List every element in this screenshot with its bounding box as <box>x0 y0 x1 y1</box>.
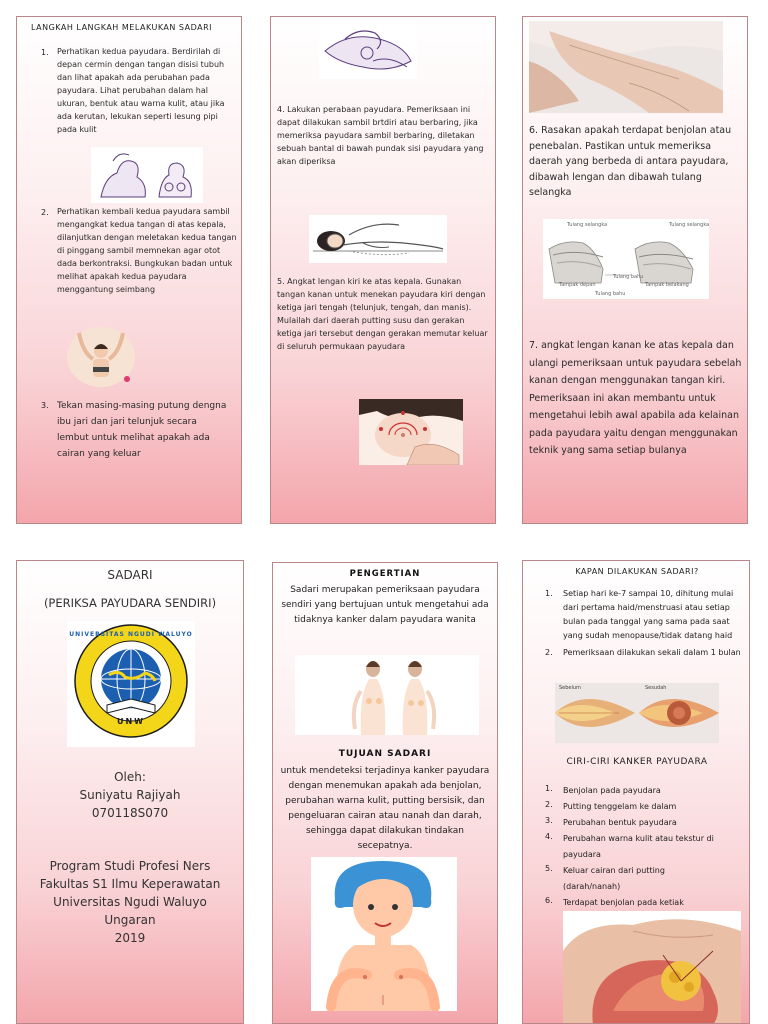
sign-text: Perubahan warna kulit atau tekstur di payudara <box>563 834 714 859</box>
palpation-illustration <box>319 21 417 79</box>
panel-steps-1-3 <box>16 16 242 524</box>
step-5-text: 5. Angkat lengan kiri ke atas kepala. Gunakan tangan kanan untuk menekan payudara kiri dengan ketiga jari tengah (telunjuk, tengah, dan manis). Mulailah dari daerah putting susu dan gerakan ketiga jari tersebut dengan gerakan memutar keluar di seluruh permukaan payudara <box>277 277 488 351</box>
sign-text: Benjolan pada payudara <box>563 786 661 795</box>
cover-panel <box>16 560 244 1024</box>
step-number: 1. <box>41 48 49 57</box>
diagram-caption: Tulang bahu <box>595 291 626 297</box>
sign-number: 6. <box>545 896 553 905</box>
university-logo <box>67 621 195 747</box>
cover-program: Program Studi Profesi Ners <box>49 859 211 873</box>
sign-text: Putting tenggelam ke dalam <box>563 802 677 811</box>
cover-by-label: Oleh: <box>114 770 146 784</box>
cover-subtitle: (PERIKSA PAYUDARA SENDIRI) <box>43 596 217 610</box>
sign-text: Terdapat benjolan pada ketiak <box>563 898 684 907</box>
sign-text: Keluar cairan dari putting (darah/nanah) <box>563 866 665 891</box>
diagram-label: Tulang bahu <box>613 274 644 280</box>
cover-author: Suniyatu Rajiyah <box>79 788 181 802</box>
arms-raised-illustration <box>65 323 137 387</box>
panel-definition-goal <box>272 562 498 1024</box>
image-label-after: Sesudah <box>645 685 667 691</box>
step-7-text: 7. angkat lengan kanan ke atas kepala dan ulangi pemeriksaan untuk payudara sebelah kanan dengan menggunakan tangan kiri. Pemeriksaan ini akan membantu untuk mengetahui lebih awal apabila ada kelainan pada payudara yaitu dengan menggunakan teknik yang sama setiap bulanya <box>529 340 742 456</box>
sign-number: 1. <box>545 784 553 793</box>
breast-cross-section-image <box>555 683 719 743</box>
panel-when-signs <box>522 560 750 1024</box>
goal-heading: TUJUAN SADARI <box>338 749 432 759</box>
mirror-check-illustration <box>91 147 203 203</box>
cover-title: SADARI <box>107 568 153 582</box>
sign-number: 2. <box>545 800 553 809</box>
definition-text: Sadari merupakan pemeriksaan payudara sendiri yang bertujuan untuk mengetahui ada tidaknya kanker dalam payudara wanita <box>281 585 489 625</box>
when-heading: KAPAN DILAKUKAN SADARI? <box>575 567 699 576</box>
step-number: 2. <box>41 208 49 217</box>
lying-down-illustration <box>309 215 447 263</box>
when-text: Setiap hari ke-7 sampai 10, dihitung mulai dari pertama haid/menstruasi atau setiap bulan pada tanggal yang sama pada saat yang sudah menopause/tidak datang haid <box>563 589 734 640</box>
step-6-text: 6. Rasakan apakah terdapat benjolan atau penebalan. Pastikan untuk memeriksa daerah yang berbeda di antara payudara, dibawah lengan dan dibawah tulang selangka <box>529 125 732 198</box>
sign-number: 5. <box>545 864 553 873</box>
self-exam-cartoon <box>311 857 457 1011</box>
diagram-label: Tulang selangka <box>567 222 608 228</box>
armpit-check-photo <box>529 21 723 113</box>
women-standing-illustration <box>295 655 479 735</box>
logo-ring-text: UNIVERSITAS NGUDI WALUYO <box>69 631 193 638</box>
signs-heading: CIRI-CIRI KANKER PAYUDARA <box>566 757 708 767</box>
step-text: Perhatikan kembali kedua payudara sambil mengangkat kedua tangan di atas kepala, dilanjutkan dengan meletakan kedua tangan di pinggang sambil memnekan agar otot dada berkontraksi. Bungkukan badan untuk melihat apakah kedua payudara menggantung seimbang <box>57 207 237 294</box>
logo-abbrev: UNW <box>116 717 145 726</box>
breast-anatomy-image <box>563 911 741 1024</box>
step-text: Tekan masing-masing putung dengna ibu jari dan jari telunjuk secara lembut untuk melihat apakah ada cairan yang keluar <box>57 401 227 459</box>
panel-steps-4-5 <box>270 16 496 524</box>
steps-heading: LANGKAH LANGKAH MELAKUKAN SADARI <box>31 23 213 32</box>
cover-city: Ungaran <box>104 913 156 927</box>
diagram-label: Tampak belakang <box>645 282 689 288</box>
sign-text: Perubahan bentuk payudara <box>563 818 677 827</box>
circular-motion-illustration <box>359 399 463 465</box>
definition-heading: PENGERTIAN <box>349 569 421 579</box>
diagram-label: Tampak depan <box>559 282 596 288</box>
when-text: Pemeriksaan dilakukan sekali dalam 1 bulan <box>563 648 741 657</box>
step-text: Perhatikan kedua payudara. Berdirilah di depan cermin dengan tangan disisi tubuh dan lihat apakah ada perubahan pada payudara. Lihat perubahan dalam hal ukuran, bentuk atau warna kulit, atau jika ada kerutan, lekukan seperti lesung pipi pada kulit <box>57 47 225 134</box>
cover-university: Universitas Ngudi Waluyo <box>53 895 207 909</box>
step-number: 3. <box>41 401 49 410</box>
cover-faculty: Fakultas S1 Ilmu Keperawatan <box>39 877 221 891</box>
step-4-text: 4. Lakukan perabaan payudara. Pemeriksaan ini dapat dilakukan sambil brtdiri atau berbaring, jika memeriksa payudara sambil berbaring, diletakan sebuah bantal di bawah pundak sisi payudara yang akan diperiksa <box>277 105 484 166</box>
panel-steps-6-7 <box>522 16 748 524</box>
cover-year: 2019 <box>114 931 146 945</box>
goal-text: untuk mendeteksi terjadinya kanker payudara dengan menemukan apakah ada benjolan, perubahan warna kulit, putting bersisik, dan pengeluaran cairan atau nanah dan darah, sehingga dapat dilakukan tindakan secepatnya. <box>280 766 490 851</box>
when-number: 2. <box>545 648 553 657</box>
diagram-label: Tulang selangka <box>669 222 710 228</box>
sign-number: 3. <box>545 816 553 825</box>
when-number: 1. <box>545 589 553 598</box>
cover-student-id: 070118S070 <box>91 806 169 820</box>
image-label-before: Sebelum <box>559 685 581 691</box>
sign-number: 4. <box>545 832 553 841</box>
